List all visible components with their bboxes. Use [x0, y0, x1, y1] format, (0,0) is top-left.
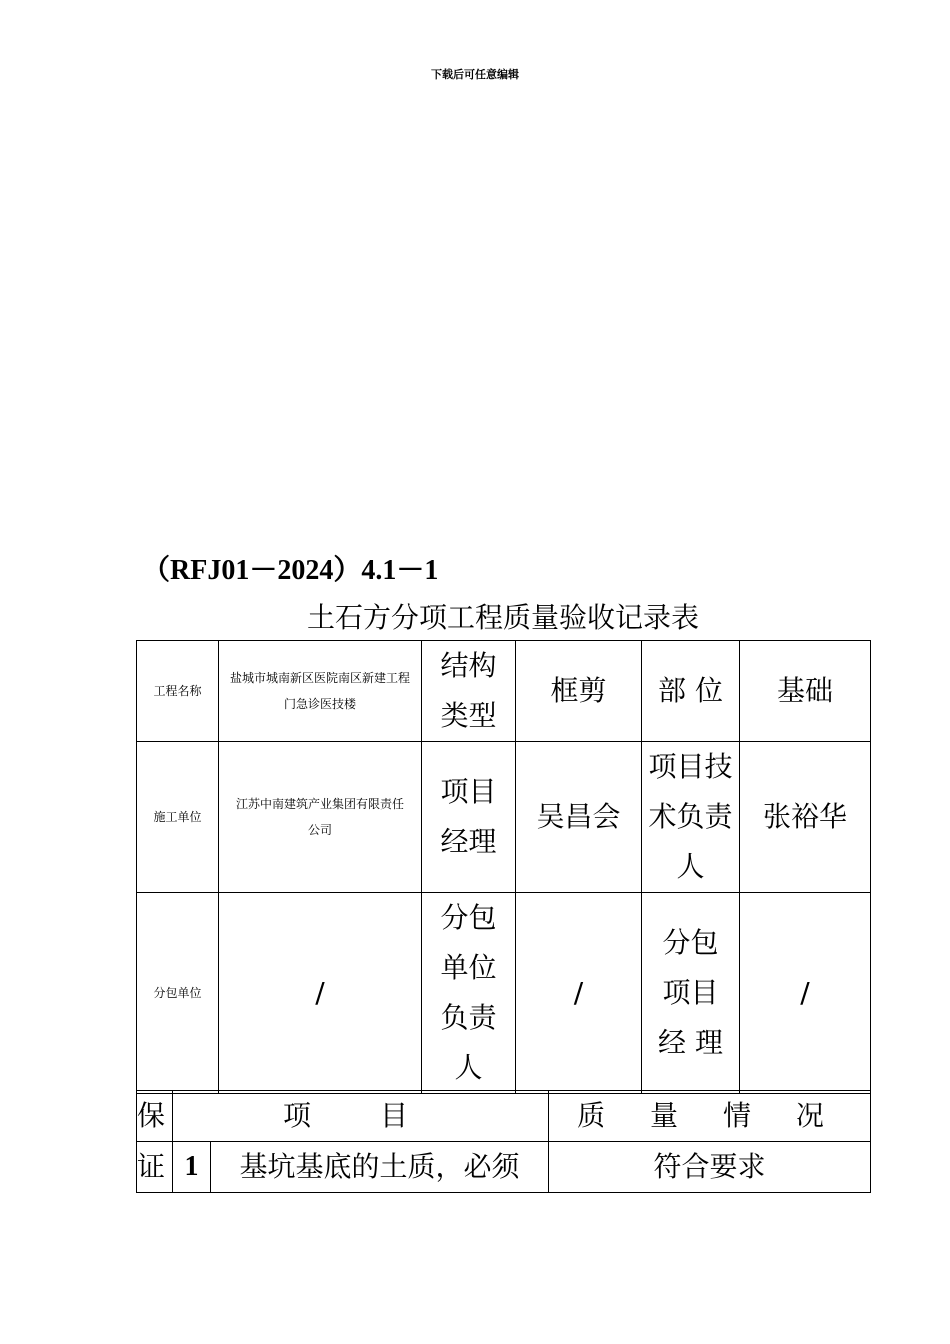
project-manager-value: 吴昌会	[516, 742, 642, 893]
project-info-table	[136, 640, 871, 1094]
quality-check-table	[136, 1090, 871, 1193]
check-item-text: 基坑基底的土质，必须	[211, 1142, 549, 1193]
download-note: 下载后可任意编辑	[431, 68, 519, 81]
structure-type-value: 框剪	[516, 641, 642, 742]
info-row-project	[137, 641, 871, 742]
subcontractor-label: 分包单位	[137, 893, 219, 1094]
project-name-label: 工程名称	[137, 641, 219, 742]
subcontractor-value: /	[219, 893, 422, 1094]
technical-lead-value: 张裕华	[740, 742, 871, 893]
project-manager-label: 项目经理	[422, 742, 516, 893]
info-row-subcontractor	[137, 893, 871, 1094]
technical-lead-label: 项目技术负责人	[642, 742, 740, 893]
subcontractor-manager-label: 分包项目经 理	[642, 893, 740, 1094]
document-code: （RFJ01－2024）4.1－1	[142, 555, 439, 586]
contractor-value: 江苏中南建筑产业集团有限责任公司	[219, 742, 422, 893]
location-value: 基础	[740, 641, 871, 742]
item-column-header: 项 目	[173, 1091, 549, 1142]
structure-type-label: 结构类型	[422, 641, 516, 742]
section-char-zheng: 证	[137, 1142, 173, 1193]
project-name-value: 盐城市城南新区医院南区新建工程门急诊医技楼	[219, 641, 422, 742]
check-row	[137, 1142, 871, 1193]
contractor-label: 施工单位	[137, 742, 219, 893]
document-title: 土石方分项工程质量验收记录表	[306, 601, 699, 634]
check-item-number: 1	[173, 1142, 211, 1193]
check-header-row	[137, 1091, 871, 1142]
subcontractor-lead-value: /	[516, 893, 642, 1094]
location-label: 部 位	[642, 641, 740, 742]
info-row-contractor	[137, 742, 871, 893]
subcontractor-lead-label: 分包单位负责人	[422, 893, 516, 1094]
section-char-bao: 保	[137, 1091, 173, 1142]
check-item-quality: 符合要求	[549, 1142, 871, 1193]
quality-column-header: 质 量 情 况	[549, 1091, 871, 1142]
subcontractor-manager-value: /	[740, 893, 871, 1094]
